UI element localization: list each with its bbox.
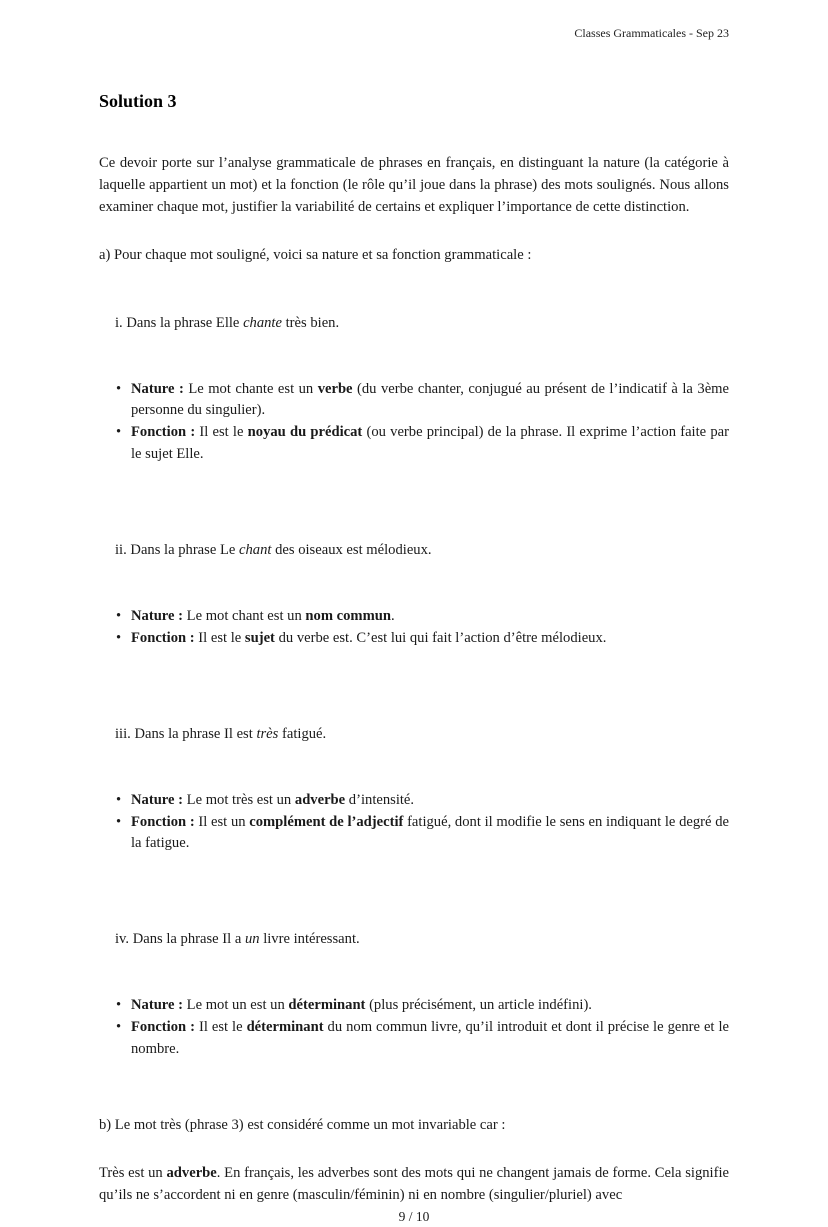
bullet-item (115, 1017, 729, 1061)
text-segment: ii. Dans la phrase Le (115, 542, 240, 559)
phrase-iv (115, 929, 729, 951)
text-segment: Il est un (194, 813, 250, 830)
text-segment: b) Le mot très (phrase 3) est considéré comme un mot invariable car : (99, 1116, 506, 1133)
text-segment: Il est le (195, 424, 248, 441)
text-segment: Le mot un est un (183, 997, 289, 1014)
text-segment: du nom commun livre, qu’il introduit et dont il précise le genre et le nombre. (131, 1019, 729, 1057)
question-a (99, 245, 729, 267)
text-segment: iv. Dans la phrase Il a (115, 931, 245, 948)
text-segment: très bien. (281, 314, 340, 331)
bullet-item (115, 790, 729, 812)
phrase-ii-analysis (115, 606, 729, 650)
text-segment: iii. Dans la phrase Il est (115, 725, 257, 742)
text-segment: verbe (317, 380, 353, 397)
text-segment: noyau du prédicat (247, 424, 363, 441)
text-segment: Très est un (99, 1164, 167, 1181)
text-segment: chante (243, 314, 282, 331)
text-segment: un (244, 931, 260, 948)
text-segment: adverbe (166, 1164, 217, 1181)
text-segment: nom commun (305, 607, 391, 624)
phrase-iv-analysis (115, 995, 729, 1061)
question-b (99, 1115, 729, 1137)
text-segment: chant (239, 542, 272, 559)
phrase-ii (115, 540, 729, 562)
text-segment: sujet (244, 629, 275, 646)
text-segment: livre intéressant. (259, 931, 360, 948)
text-segment: . (390, 607, 395, 624)
text-segment: . En français, les adverbes sont des mots qui ne changent jamais de forme. Cela signifie qu’ils ne s’accordent ni en genre (masculin/féminin) ni en nombre (singulier/pluriel) avec (99, 1164, 729, 1203)
phrase-i (115, 313, 729, 335)
page-number: 9 / 10 (398, 1208, 430, 1224)
bullet-item (115, 606, 729, 628)
text-segment: Le mot chant est un (183, 607, 306, 624)
page-header: Classes Grammaticales - Sep 23 (574, 26, 729, 40)
text-segment: d’intensité. (345, 791, 415, 808)
document-blocks (99, 127, 729, 1206)
text-segment: fatigué. (278, 725, 327, 742)
phrase-iii-analysis (115, 790, 729, 856)
text-segment: des oiseaux est mélodieux. (271, 542, 432, 559)
text-segment: fatigué, dont il modifie le sens en indiquant le degré de la fatigue. (131, 813, 729, 852)
bullet-item (115, 812, 729, 856)
text-segment: Nature : (131, 997, 184, 1014)
text-segment: du verbe est. C’est lui qui fait l’action d’être mélodieux. (274, 629, 607, 646)
text-segment: (ou verbe principal) de la phrase. Il exprime l’action faite par le sujet Elle. (131, 424, 729, 463)
text-segment: Nature : (131, 607, 184, 624)
intro-paragraph (99, 153, 729, 219)
phrase-iii (115, 724, 729, 746)
text-segment: déterminant (246, 1019, 324, 1036)
bullet-item (115, 379, 729, 423)
text-segment: Il est le (194, 1019, 247, 1036)
text-segment: Fonction : (131, 424, 196, 441)
bullet-item (115, 995, 729, 1017)
text-segment: déterminant (288, 997, 366, 1014)
text-segment: adverbe (294, 791, 346, 808)
text-segment: Nature : (131, 380, 184, 397)
text-segment: Fonction : (131, 813, 195, 830)
text-segment: Nature : (131, 791, 184, 808)
text-segment: Ce devoir porte sur l’analyse grammaticale de phrases en français, en distinguant la nature (la catégorie à laquelle appartient un mot) et la fonction (le rôle qu’il joue dans la phrase) des mots soulignés. Nous allons examiner chaque mot, justifier la variabilité de certains et expliquer l’importance de cette distinction. (99, 155, 729, 215)
text-segment: très (256, 725, 279, 742)
answer-b-paragraph (99, 1163, 729, 1207)
text-segment: Le mot très est un (183, 791, 295, 808)
bullet-item (115, 628, 729, 650)
text-segment: complément de l’adjectif (249, 813, 404, 830)
text-segment: Le mot chante est un (183, 380, 318, 397)
text-segment: i. Dans la phrase Elle (115, 314, 244, 331)
text-segment: (plus précisément, un article indéfini). (365, 997, 592, 1014)
phrase-i-analysis (115, 379, 729, 467)
text-segment: Fonction : (131, 1019, 195, 1036)
text-segment: Il est le (194, 629, 245, 646)
text-segment: a) Pour chaque mot souligné, voici sa nature et sa fonction grammaticale : (99, 246, 532, 263)
bullet-item (115, 422, 729, 466)
text-segment: (du verbe chanter, conjugué au présent de l’indicatif à la 3ème personne du singulier). (131, 380, 729, 419)
page-title: Solution 3 (99, 91, 177, 111)
text-segment: Fonction : (131, 629, 195, 646)
